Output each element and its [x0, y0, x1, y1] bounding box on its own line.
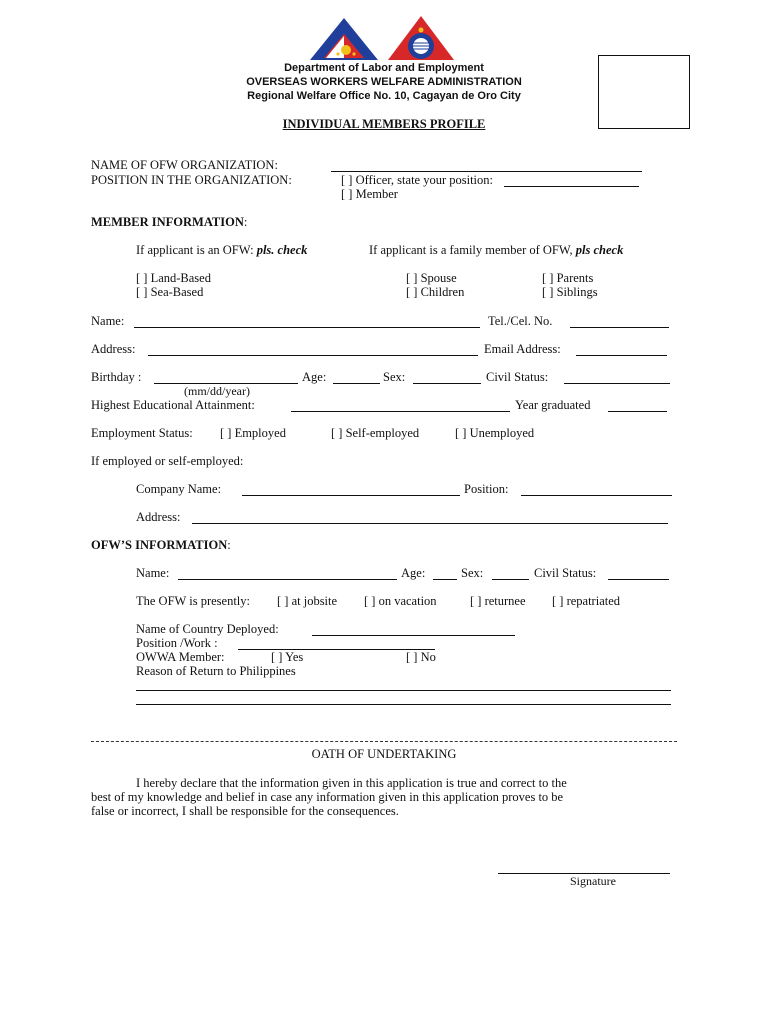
form-title: INDIVIDUAL MEMBERS PROFILE [282, 117, 486, 131]
company-address-field[interactable] [192, 523, 668, 524]
owwa-member-label: OWWA Member: [136, 650, 225, 664]
org-position-label: POSITION IN THE ORGANIZATION: [91, 173, 292, 187]
owwa-no-checkbox[interactable]: [ ] No [406, 650, 436, 664]
return-reason-label: Reason of Return to Philippines [136, 664, 296, 678]
returnee-checkbox[interactable]: [ ] returnee [470, 594, 526, 608]
country-deployed-field[interactable] [312, 635, 515, 636]
birthday-hint: (mm/dd/year) [184, 384, 250, 398]
member-info-heading: MEMBER INFORMATION: [91, 215, 248, 229]
ofw-info-heading: OFW’S INFORMATION: [91, 538, 231, 552]
address-label: Address: [91, 342, 136, 356]
member-checkbox[interactable]: [ ] Member [341, 187, 398, 201]
on-vacation-checkbox[interactable]: [ ] on vacation [364, 594, 437, 608]
return-reason-field-2[interactable] [136, 704, 671, 705]
family-prompt: If applicant is a family member of OFW, pls check [369, 243, 624, 257]
land-based-checkbox[interactable]: [ ] Land-Based [136, 271, 211, 285]
age-field[interactable] [333, 383, 380, 384]
siblings-checkbox[interactable]: [ ] Siblings [542, 285, 598, 299]
dole-logo [308, 16, 380, 62]
sex-label: Sex: [383, 370, 406, 384]
office-name: Regional Welfare Office No. 10, Cagayan de Oro City [247, 90, 521, 102]
name-field[interactable] [134, 327, 480, 328]
name-label: Name: [91, 314, 125, 328]
sea-based-checkbox[interactable]: [ ] Sea-Based [136, 285, 204, 299]
self-employed-checkbox[interactable]: [ ] Self-employed [331, 426, 420, 440]
country-deployed-label: Name of Country Deployed: [136, 622, 279, 636]
education-label: Highest Educational Attainment: [91, 398, 255, 412]
org-name-label: NAME OF OFW ORGANIZATION: [91, 158, 278, 172]
agency-name: OVERSEAS WORKERS WELFARE ADMINISTRATION [246, 76, 522, 88]
employment-status-label: Employment Status: [91, 426, 193, 440]
signature-label: Signature [570, 874, 616, 888]
officer-position-field[interactable] [504, 186, 639, 187]
company-address-label: Address: [136, 510, 181, 524]
officer-checkbox[interactable]: [ ] Officer, state your position: [341, 173, 494, 187]
sex-field[interactable] [413, 383, 481, 384]
oath-title: OATH OF UNDERTAKING [311, 747, 457, 761]
ofw-age-field[interactable] [433, 579, 457, 580]
if-employed-label: If employed or self-employed: [91, 454, 244, 468]
repatriated-checkbox[interactable]: [ ] repatriated [552, 594, 621, 608]
civil-status-label: Civil Status: [486, 370, 549, 384]
org-name-field[interactable] [331, 171, 642, 172]
education-field[interactable] [291, 411, 510, 412]
tel-label: Tel./Cel. No. [488, 314, 553, 328]
ofw-civil-status-label: Civil Status: [534, 566, 597, 580]
age-label: Age: [302, 370, 327, 384]
ofw-age-label: Age: [401, 566, 426, 580]
year-graduated-field[interactable] [608, 411, 667, 412]
birthday-label: Birthday : [91, 370, 142, 384]
ofw-presently-label: The OFW is presently: [136, 594, 250, 608]
company-name-label: Company Name: [136, 482, 222, 496]
children-checkbox[interactable]: [ ] Children [406, 285, 465, 299]
ofw-civil-status-field[interactable] [608, 579, 669, 580]
company-position-label: Position: [464, 482, 509, 496]
parents-checkbox[interactable]: [ ] Parents [542, 271, 594, 285]
employed-checkbox[interactable]: [ ] Employed [220, 426, 286, 440]
tel-field[interactable] [570, 327, 669, 328]
ofw-name-label: Name: [136, 566, 170, 580]
section-divider [91, 741, 677, 742]
at-jobsite-checkbox[interactable]: [ ] at jobsite [277, 594, 338, 608]
email-label: Email Address: [484, 342, 561, 356]
owwa-logo [386, 14, 456, 62]
company-name-field[interactable] [242, 495, 460, 496]
year-graduated-label: Year graduated [515, 398, 591, 412]
ofw-prompt: If applicant is an OFW: pls. check [136, 243, 308, 257]
ofw-sex-field[interactable] [492, 579, 529, 580]
ofw-sex-label: Sex: [461, 566, 484, 580]
return-reason-field-1[interactable] [136, 690, 671, 691]
department-name: Department of Labor and Employment [284, 62, 484, 74]
spouse-checkbox[interactable]: [ ] Spouse [406, 271, 457, 285]
company-position-field[interactable] [521, 495, 672, 496]
email-field[interactable] [576, 355, 667, 356]
address-field[interactable] [148, 355, 478, 356]
oath-line-3: false or incorrect, I shall be responsible for the consequences. [91, 804, 399, 818]
ofw-name-field[interactable] [178, 579, 397, 580]
oath-line-2: best of my knowledge and belief in case any information given in this application proves to be [91, 790, 564, 804]
owwa-yes-checkbox[interactable]: [ ] Yes [271, 650, 304, 664]
oath-line-1: I hereby declare that the information given in this application is true and correct to the [136, 776, 567, 790]
civil-status-field[interactable] [564, 383, 670, 384]
position-work-label: Position /Work : [136, 636, 218, 650]
unemployed-checkbox[interactable]: [ ] Unemployed [455, 426, 535, 440]
